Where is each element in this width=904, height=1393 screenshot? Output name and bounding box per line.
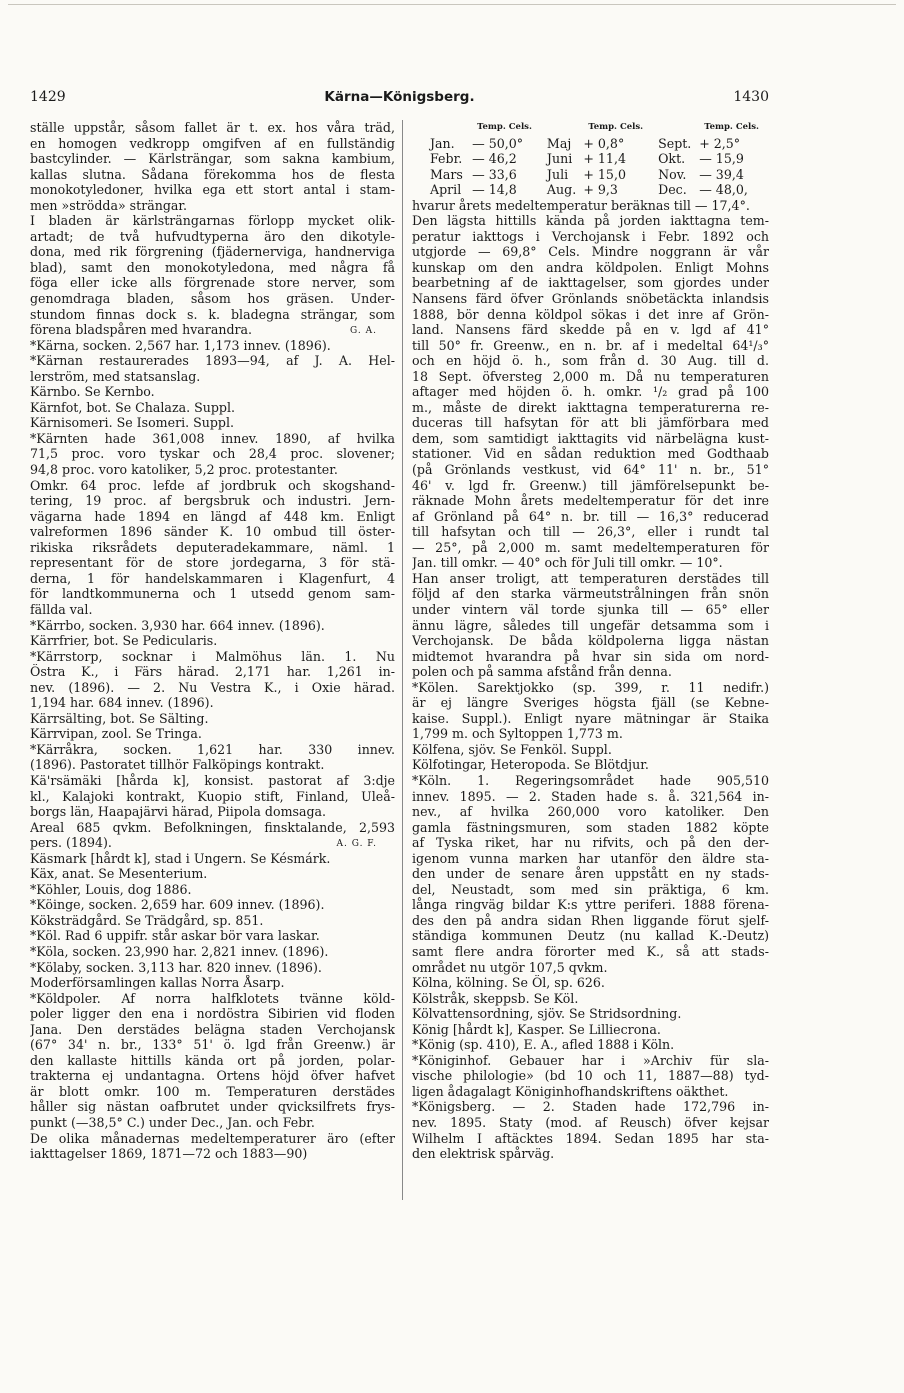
- text-line: *Köhler, Louis, dog 1886.: [30, 881, 192, 897]
- text-line: Kärnisomeri. Se Isomeri. Suppl.: [30, 415, 235, 431]
- text-line: Wilhelm I aftäcktes 1894. Sedan 1895 har sta-: [412, 1130, 769, 1146]
- text-line: *Königinhof. Gebauer har i »Archiv für sla-: [412, 1052, 769, 1068]
- text-line: 94,8 proc. voro katoliker, 5,2 proc. protestanter.: [30, 462, 338, 478]
- text-line: fällda val.: [30, 601, 93, 617]
- text-line: valreformen 1896 sänder K. 10 ombud till öster-: [30, 524, 395, 540]
- text-line: punkt (—38,5° C.) under Dec., Jan. och Febr.: [30, 1115, 315, 1130]
- text-line: rikiska riksrådets deputeradekammare, näml. 1: [30, 539, 395, 555]
- text-line: Kä'rsämäki [hårda k], konsist. pastorat af 3:dje: [30, 772, 395, 788]
- temp-month: Mars: [430, 166, 463, 182]
- temp-value: — 15,9: [699, 151, 744, 167]
- temp-value: — 48,0,: [699, 182, 748, 198]
- text-line: är blott omkr. 100 m. Temperaturen derstädes: [30, 1083, 395, 1099]
- text-line: Moderförsamlingen kallas Norra Åsarp.: [30, 975, 285, 991]
- text-line: König [hårdt k], Kasper. Se Lilliecrona.: [412, 1021, 661, 1037]
- text-line: I bladen är kärlsträngarnas förlopp mycket olik-: [30, 213, 395, 229]
- text-line: ännu lägre, således till ungefär detsamma som i: [412, 617, 769, 633]
- text-line: dem, som samtidigt iakttagits vid närbelägna kust-: [412, 430, 769, 446]
- text-line: en homogen vedkropp omgifven af en fullständig: [30, 135, 395, 151]
- text-line: innev. 1895. — 2. Staden hade s. å. 321,564 in-: [412, 788, 769, 804]
- temp-row: [412, 151, 764, 167]
- scan-edge-line: [8, 4, 896, 5]
- text-line: blad), samt den monokotyledona, med några få: [30, 259, 395, 275]
- text-line: förena bladspåren med hvarandra. G. A.: [30, 322, 395, 338]
- text-line: den under de senare åren uppstått en ny stads-: [412, 866, 769, 882]
- text-line: den kallaste hittills kända ort på jorden, polar-: [30, 1052, 395, 1068]
- text-line: *Kärrbo, socken. 3,930 har. 664 innev. (1896).: [30, 617, 325, 633]
- temp-month: Juli: [546, 166, 569, 182]
- text-line: *Köl. Rad 6 uppifr. står askar bör vara laskar.: [30, 928, 320, 944]
- text-line: kaise. Suppl.). Enligt nyare mätningar är Staika: [412, 710, 769, 726]
- right-column: [412, 120, 769, 1162]
- text-line: 71,5 proc. voro tyskar och 28,4 proc. slovener;: [30, 446, 395, 462]
- text-line: Kärnbo. Se Kernbo.: [30, 384, 155, 400]
- text-line: *Kärna, socken. 2,567 har. 1,173 innev. (1896).: [30, 337, 331, 353]
- text-line: af Grönland på 64° n. br. till — 16,3° reducerad: [412, 508, 769, 524]
- temp-month: April: [430, 182, 462, 198]
- temp-column-header: Temp. Cels.: [477, 122, 532, 132]
- text-line: trakterna ej undantagna. Ortens höjd öfver hafvet: [30, 1068, 395, 1084]
- column-divider: [402, 120, 403, 1200]
- text-line: polen och på samma afstånd från denna.: [412, 664, 672, 680]
- text-line: men »strödda» strängar.: [30, 197, 188, 213]
- page-number-right: 1430: [733, 89, 769, 105]
- text-line: ställe uppstår, såsom fallet är t. ex. hos våra träd,: [30, 120, 395, 135]
- text-line: håller sig nästan oafbrutet under qvicksilfrets frys-: [30, 1099, 395, 1115]
- text-line: den elektrisk spårväg.: [412, 1146, 555, 1162]
- text-line: föga eller icke alls förgrenade store nerver, som: [30, 275, 395, 291]
- temp-month: Juni: [546, 151, 573, 167]
- temp-month: Dec.: [658, 182, 687, 198]
- text-line: gamla fästningsmuren, som staden 1882 köpte: [412, 819, 769, 835]
- temp-row: [412, 182, 764, 198]
- text-line: Jana. Den derstädes belägna staden Verchojansk: [30, 1021, 395, 1037]
- text-line: bearbetning af de iakttagelser, som gjordes under: [412, 275, 769, 291]
- text-line: ständiga kommunen Deutz (nu kallad K.-Deutz): [412, 928, 769, 944]
- temp-month: Febr.: [430, 151, 463, 167]
- text-line: är ej längre Sveriges högsta fjäll (se Kebne-: [412, 695, 769, 711]
- text-line: dona, med rik förgrening (fjädernerviga, handnerviga: [30, 244, 395, 260]
- text-line: Kölfotingar, Heteropoda. Se Blötdjur.: [412, 757, 649, 773]
- text-line: Omkr. 64 proc. lefde af jordbruk och skogshand-: [30, 477, 395, 493]
- temp-value: + 2,5°: [699, 135, 741, 151]
- text-line: nev. 1895. Staty (mod. af Reusch) öfver kejsar: [412, 1115, 769, 1130]
- text-line: för landtkommunerna och 1 utsedd genom sam-: [30, 586, 395, 602]
- text-line: poler ligger den ena i nordöstra Sibirien vid floden: [30, 1006, 395, 1022]
- text-line: Käx, anat. Se Mesenterium.: [30, 866, 208, 882]
- temp-value: — 14,8: [472, 182, 517, 198]
- temp-value: — 33,6: [472, 166, 517, 182]
- text-line: nev., af hvilka 260,000 voro katoliker. Den: [412, 804, 769, 820]
- text-line: Kärrvipan, zool. Se Tringa.: [30, 726, 202, 742]
- text-line: kallas slutna. Sådana förekomma hos de flesta: [30, 166, 395, 182]
- text-line: bastcylinder. — Kärlsträngar, som sakna kambium,: [30, 151, 395, 167]
- text-line: samt flere andra förorter med K., så att stads-: [412, 943, 769, 959]
- text-line: derna, 1 för handelskammaren i Klagenfurt, 4: [30, 570, 395, 586]
- temp-row: [412, 136, 764, 152]
- text-line: *Kölaby, socken. 3,113 har. 820 innev. (1896).: [30, 959, 322, 975]
- text-line: *Köla, socken. 23,990 har. 2,821 innev. (1896).: [30, 943, 329, 959]
- text-line: artadt; de två hufvudtyperna äro den dikotyle-: [30, 228, 395, 244]
- text-line: Kölfena, sjöv. Se Fenköl. Suppl.: [412, 741, 612, 757]
- text-line: Areal 685 qvkm. Befolkningen, finsktalande, 2,593: [30, 819, 395, 835]
- text-line: Köksträdgård. Se Trädgård, sp. 851.: [30, 912, 264, 928]
- text-line: till hafsytan och till — 26,3°, eller i rundt tal: [412, 524, 769, 540]
- left-column: [30, 120, 395, 1162]
- text-line: 1,799 m. och Syltoppen 1,773 m.: [412, 726, 623, 742]
- text-line: *Kärnten hade 361,008 innev. 1890, af hvilka: [30, 430, 395, 446]
- temp-value: + 11,4: [583, 151, 626, 167]
- text-line: m., måste de direkt iakttagna temperaturerna re-: [412, 399, 769, 415]
- text-line: *Köln. 1. Regeringsområdet hade 905,510: [412, 772, 769, 788]
- text-line: Käsmark [hårdt k], stad i Ungern. Se Késmárk.: [30, 850, 331, 866]
- text-line: Kölstråk, skeppsb. Se Köl.: [412, 990, 579, 1006]
- text-line: nev. (1896). — 2. Nu Vestra K., i Oxie härad.: [30, 679, 395, 695]
- text-line: långa ringväg bildar K:s yttre periferi. 1888 förena-: [412, 897, 769, 913]
- text-line: genomdraga bladen, såsom hos gräsen. Under-: [30, 291, 395, 307]
- text-line: under vintern väl torde sjunka till — 65° eller: [412, 601, 769, 617]
- temp-month: Okt.: [658, 151, 686, 167]
- text-line: — 25°, på 2,000 m. samt medeltemperaturen för: [412, 539, 769, 555]
- temp-column-header: Temp. Cels.: [704, 122, 759, 132]
- temperature-table: [412, 120, 764, 198]
- temp-value: + 15,0: [583, 166, 626, 182]
- text-line: *Köinge, socken. 2,659 har. 609 innev. (1896).: [30, 897, 325, 913]
- text-line: Kärrsälting, bot. Se Sälting.: [30, 710, 209, 726]
- text-line: Jan. till omkr. — 40° och för Juli till omkr. — 10°.: [412, 555, 723, 571]
- text-line: Nansens färd öfver Grönlands snöbetäckta inlandsis: [412, 291, 769, 307]
- temp-month: Nov.: [658, 166, 687, 182]
- text-line: utgjorde — 69,8° Cels. Mindre noggrann är vår: [412, 244, 769, 260]
- text-line: aftager med höjden ö. h. omkr. ¹/₂ grad på 100: [412, 384, 769, 400]
- text-line: ligen ådagalagt Königinhofhandskriftens oäkthet.: [412, 1083, 729, 1099]
- temp-month: Aug.: [546, 182, 577, 198]
- text-line: 1,194 har. 684 innev. (1896).: [30, 695, 214, 711]
- text-line: pers. (1894). A. G. F.: [30, 835, 395, 851]
- temp-row: [412, 167, 764, 183]
- text-line: stationer. Vid en sådan reduktion med Godthaab: [412, 446, 769, 462]
- text-line: borgs län, Haapajärvi härad, Piipola domsaga.: [30, 804, 327, 820]
- text-line: peratur iakttogs i Verchojansk i Febr. 1892 och: [412, 228, 769, 244]
- text-line: iakttagelser 1869, 1871—72 och 1883—90): [30, 1146, 308, 1162]
- text-line: De olika månadernas medeltemperaturer äro (efter: [30, 1130, 395, 1146]
- text-line: *Königsberg. — 2. Staden hade 172,796 in-: [412, 1099, 769, 1115]
- text-line: följd af den starka värmeutstrålningen från snön: [412, 586, 769, 602]
- author-signature: A. G. F.: [336, 839, 377, 850]
- text-line: till 50° fr. Greenw., en n. br. af i medeltal 64¹/₃°: [412, 337, 769, 353]
- text-line: midtemot hvarandra på hvar sin sida om nord-: [412, 648, 769, 664]
- text-line: *König (sp. 410), E. A., afled 1888 i Köln.: [412, 1037, 675, 1053]
- text-line: vägarna hade 1894 en längd af 448 km. Enligt: [30, 508, 395, 524]
- text-line: af Tyska riket, har nu rifvits, och på den der-: [412, 835, 769, 851]
- text-line: Verchojansk. De båda köldpolerna ligga nästan: [412, 633, 769, 649]
- running-title: Kärna—Königsberg.: [324, 89, 475, 105]
- text-line: duceras till hafsytan för att bli jämförbara med: [412, 415, 769, 431]
- temp-value: + 0,8°: [583, 135, 625, 151]
- text-line: kl., Kalajoki kontrakt, Kuopio stift, Finland, Uleå-: [30, 788, 395, 804]
- text-line: Kärnfot, bot. Se Chalaza. Suppl.: [30, 399, 235, 415]
- text-line: (67° 34' n. br., 133° 51' ö. lgd från Greenw.) är: [30, 1037, 395, 1053]
- text-line: räknade Mohn årets medeltemperatur för det inre: [412, 493, 769, 509]
- text-line: lerström, med statsanslag.: [30, 368, 201, 384]
- text-line: 18 Sept. öfversteg 2,000 m. Då nu temperaturen: [412, 368, 769, 384]
- text-line: Han anser troligt, att temperaturen derstädes till: [412, 570, 769, 586]
- text-line: Östra K., i Färs härad. 2,171 har. 1,261 in-: [30, 664, 395, 680]
- text-line: vische philologie» (bd 10 och 11, 1887—88) tyd-: [412, 1068, 769, 1084]
- temp-value: — 39,4: [699, 166, 744, 182]
- temp-value: + 9,3: [583, 182, 618, 198]
- temp-column-header: Temp. Cels.: [588, 122, 644, 132]
- text-line: igenom vunna marken har utanför den äldre sta-: [412, 850, 769, 866]
- text-line: tering, 19 proc. af bergsbruk och industri. Jern-: [30, 493, 395, 509]
- text-line: *Kärråkra, socken. 1,621 har. 330 innev.: [30, 741, 395, 757]
- page-header: [30, 89, 769, 109]
- text-line: Den lägsta hittills kända på jorden iakttagna tem-: [412, 213, 769, 229]
- text-line: *Kärrstorp, socknar i Malmöhus län. 1. Nu: [30, 648, 395, 664]
- text-line: området nu utgör 107,5 qvkm.: [412, 959, 608, 975]
- text-line: hvarur årets medeltemperatur beräknas till — 17,4°.: [412, 197, 750, 213]
- text-line: representant för de store jordegarna, 3 för stä-: [30, 555, 395, 571]
- text-line: Kölvattensordning, sjöv. Se Stridsordning.: [412, 1006, 682, 1022]
- text-line: (på Grönlands vestkust, vid 64° 11' n. br., 51°: [412, 462, 769, 478]
- text-line: Kölna, kölning. Se Öl, sp. 626.: [412, 975, 605, 991]
- page-number-left: 1429: [30, 89, 66, 105]
- text-line: 46' v. lgd fr. Greenw.) till jämförelsepunkt be-: [412, 477, 769, 493]
- text-line: des den på andra sidan Rhen liggande förut sjelf-: [412, 912, 769, 928]
- temp-month: Jan.: [430, 135, 455, 151]
- text-line: (1896). Pastoratet tillhör Falköpings kontrakt.: [30, 757, 325, 773]
- text-line: stundom finnas dock s. k. bladegna strängar, som: [30, 306, 395, 322]
- temp-value: — 50,0°: [472, 135, 524, 151]
- author-signature: G. A.: [350, 326, 377, 337]
- text-line: kunskap om den andra köldpolen. Enligt Mohns: [412, 259, 769, 275]
- text-line: *Köldpoler. Af norra halfklotets tvänne köld-: [30, 990, 395, 1006]
- text-line: 1888, bör denna köldpol sökas i det inre af Grön-: [412, 306, 769, 322]
- text-line: land. Nansens färd skedde på en v. lgd af 41°: [412, 322, 769, 338]
- temp-month: Maj: [546, 135, 572, 151]
- text-line: och en höjd ö. h., som från d. 30 Aug. till d.: [412, 353, 769, 369]
- text-line: del, Neustadt, som med sin präktiga, 6 km.: [412, 881, 769, 897]
- text-line: monokotyledoner, hvilka ega ett stort antal i stam-: [30, 182, 395, 198]
- text-line: *Kärnan restaurerades 1893—94, af J. A. Hel-: [30, 353, 395, 369]
- text-line: Kärrfrier, bot. Se Pedicularis.: [30, 633, 218, 649]
- text-line: *Kölen. Sarektjokko (sp. 399, r. 11 nedifr.): [412, 679, 769, 695]
- temp-value: — 46,2: [472, 151, 517, 167]
- temp-month: Sept.: [658, 135, 692, 151]
